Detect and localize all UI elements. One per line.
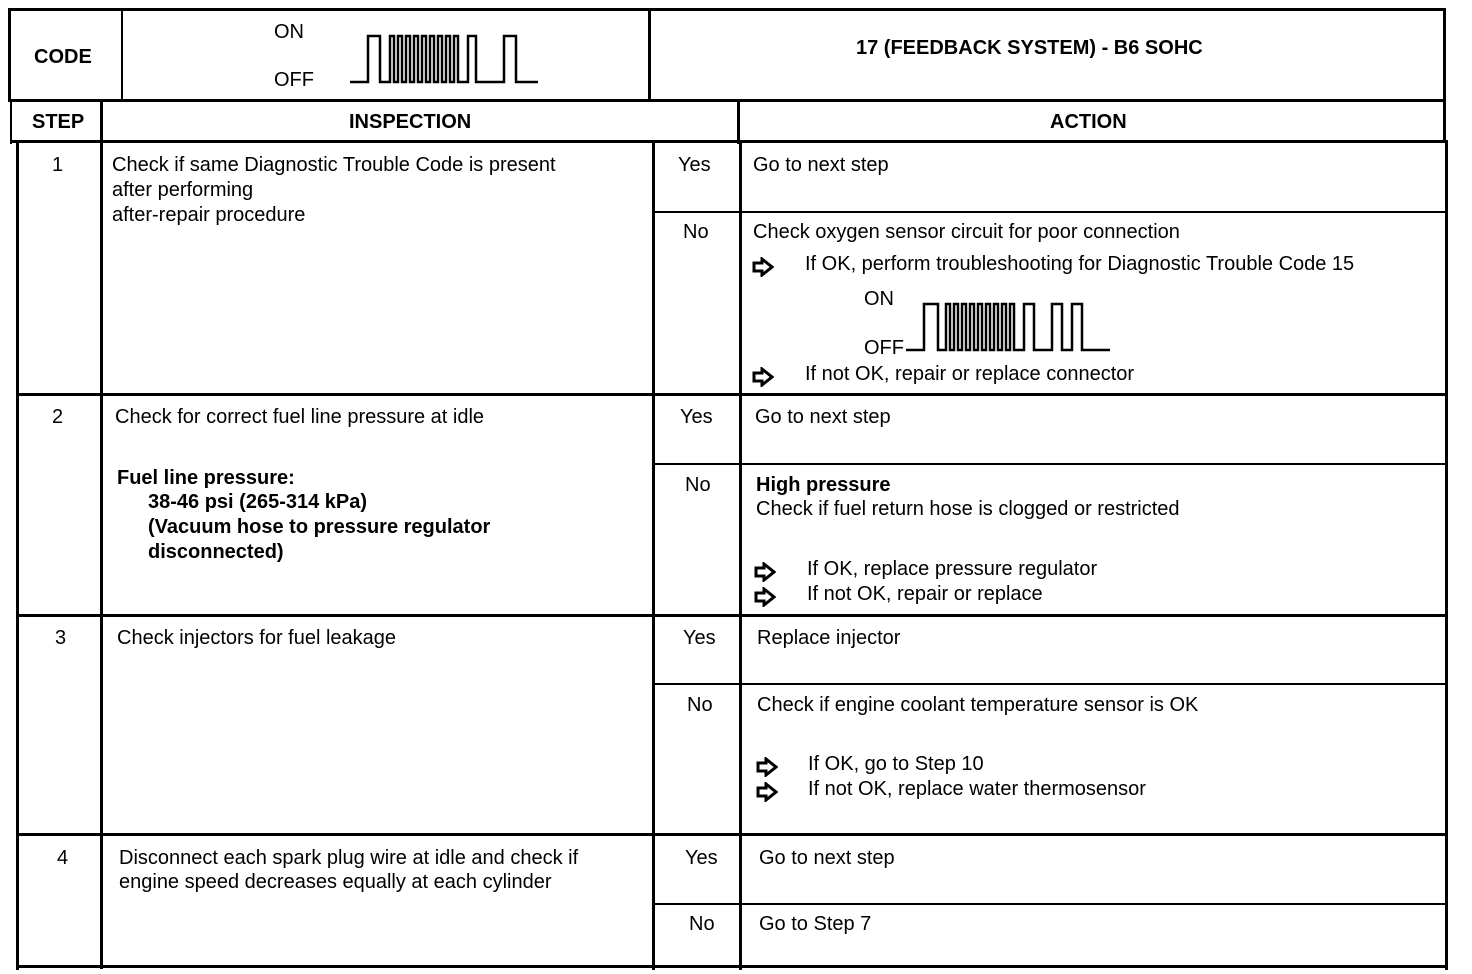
table-border-left-header: [8, 8, 11, 102]
step3-no-label: No: [687, 694, 713, 716]
step4-yes-action: Go to next step: [759, 847, 895, 869]
step3-number: 3: [55, 627, 67, 649]
step2-no-label: No: [685, 474, 711, 496]
table-border-top: [8, 8, 1446, 11]
arrow-right-icon: [754, 587, 776, 607]
arrow-right-icon: [754, 562, 776, 582]
header-signal-on-label: ON: [274, 21, 304, 43]
table-border-bottom: [16, 965, 1448, 968]
step4-no-label: No: [689, 913, 715, 935]
action-header-divider: [737, 99, 740, 144]
step3-no-action-bullet1: If OK, go to Step 10: [808, 753, 984, 775]
step1-signal-off-label: OFF: [864, 337, 904, 359]
step1-yes-no-separator: [652, 211, 1448, 213]
step2-no-action-title: High pressure: [756, 474, 891, 496]
step2-spec-line1: 38-46 psi (265-314 kPa): [148, 491, 368, 513]
step4-number: 4: [57, 847, 69, 869]
step4-inspection-line2: engine speed decreases equally at each cylinder: [119, 871, 552, 893]
col-header-action: ACTION: [1050, 111, 1127, 133]
step1-no-action-line1: Check oxygen sensor circuit for poor connection: [753, 221, 1180, 243]
step2-bottom-line: [16, 614, 1448, 617]
table-border-right-header: [1443, 8, 1446, 143]
step2-no-action-bullet1: If OK, replace pressure regulator: [807, 558, 1098, 580]
inspection-divider: [652, 140, 655, 970]
col-header-step: STEP: [32, 111, 85, 133]
header-signal-waveform-icon: [350, 30, 540, 90]
col-header-left: [10, 99, 12, 144]
step2-spec-title: Fuel line pressure:: [117, 467, 295, 489]
code15-signal-waveform-icon: [906, 300, 1112, 356]
step2-number: 2: [52, 406, 64, 428]
step2-no-action-bullet2: If not OK, repair or replace: [807, 583, 1043, 605]
step4-yes-no-separator: [652, 903, 1448, 905]
step2-no-action-line1: Check if fuel return hose is clogged or restricted: [756, 498, 1180, 520]
col-header-bottom-line: [10, 140, 1446, 143]
step-column-divider: [100, 99, 103, 969]
step2-yes-no-separator: [652, 463, 1448, 465]
step2-spec-line3: disconnected): [148, 541, 284, 563]
step2-inspection: Check for correct fuel line pressure at idle: [115, 406, 485, 428]
code-divider: [121, 8, 123, 102]
arrow-right-icon: [752, 257, 774, 277]
step3-yes-no-separator: [652, 683, 1448, 685]
step1-signal-on-label: ON: [864, 288, 894, 310]
action-divider: [739, 140, 742, 970]
step1-no-label: No: [683, 221, 709, 243]
step3-no-action-bullet2: If not OK, replace water thermosensor: [808, 778, 1146, 800]
arrow-right-icon: [756, 757, 778, 777]
header-bottom-line: [8, 99, 1446, 102]
step3-bottom-line: [16, 833, 1448, 836]
header-signal-off-label: OFF: [274, 69, 314, 91]
arrow-right-icon: [756, 782, 778, 802]
table-border-left-body: [16, 140, 19, 970]
step3-inspection: Check injectors for fuel leakage: [117, 627, 397, 649]
step4-inspection-line1: Disconnect each spark plug wire at idle and check if: [119, 847, 579, 869]
step1-inspection-line2: after performing: [112, 179, 254, 201]
step2-yes-action: Go to next step: [755, 406, 891, 428]
step3-no-action-line1: Check if engine coolant temperature sensor is OK: [757, 694, 1199, 716]
step1-bottom-line: [16, 393, 1448, 396]
step4-yes-label: Yes: [685, 847, 718, 869]
step1-inspection-line1: Check if same Diagnostic Trouble Code is present: [112, 154, 556, 176]
step1-no-action-bullet2: If not OK, repair or replace connector: [805, 363, 1135, 385]
step2-yes-label: Yes: [680, 406, 713, 428]
header-title: 17 (FEEDBACK SYSTEM) - B6 SOHC: [856, 37, 1203, 59]
step1-number: 1: [52, 154, 64, 176]
title-divider: [648, 8, 651, 102]
step1-no-action-bullet1: If OK, perform troubleshooting for Diagnostic Trouble Code 15: [805, 253, 1355, 275]
step3-yes-label: Yes: [683, 627, 716, 649]
step1-yes-action: Go to next step: [753, 154, 889, 176]
code-label: CODE: [34, 46, 92, 68]
table-border-right-body: [1445, 140, 1448, 970]
step1-inspection-line3: after-repair procedure: [112, 204, 306, 226]
step3-yes-action: Replace injector: [757, 627, 901, 649]
step1-yes-label: Yes: [678, 154, 711, 176]
col-header-inspection: INSPECTION: [349, 111, 472, 133]
step2-spec-line2: (Vacuum hose to pressure regulator: [148, 516, 491, 538]
step4-no-action: Go to Step 7: [759, 913, 872, 935]
arrow-right-icon: [752, 367, 774, 387]
